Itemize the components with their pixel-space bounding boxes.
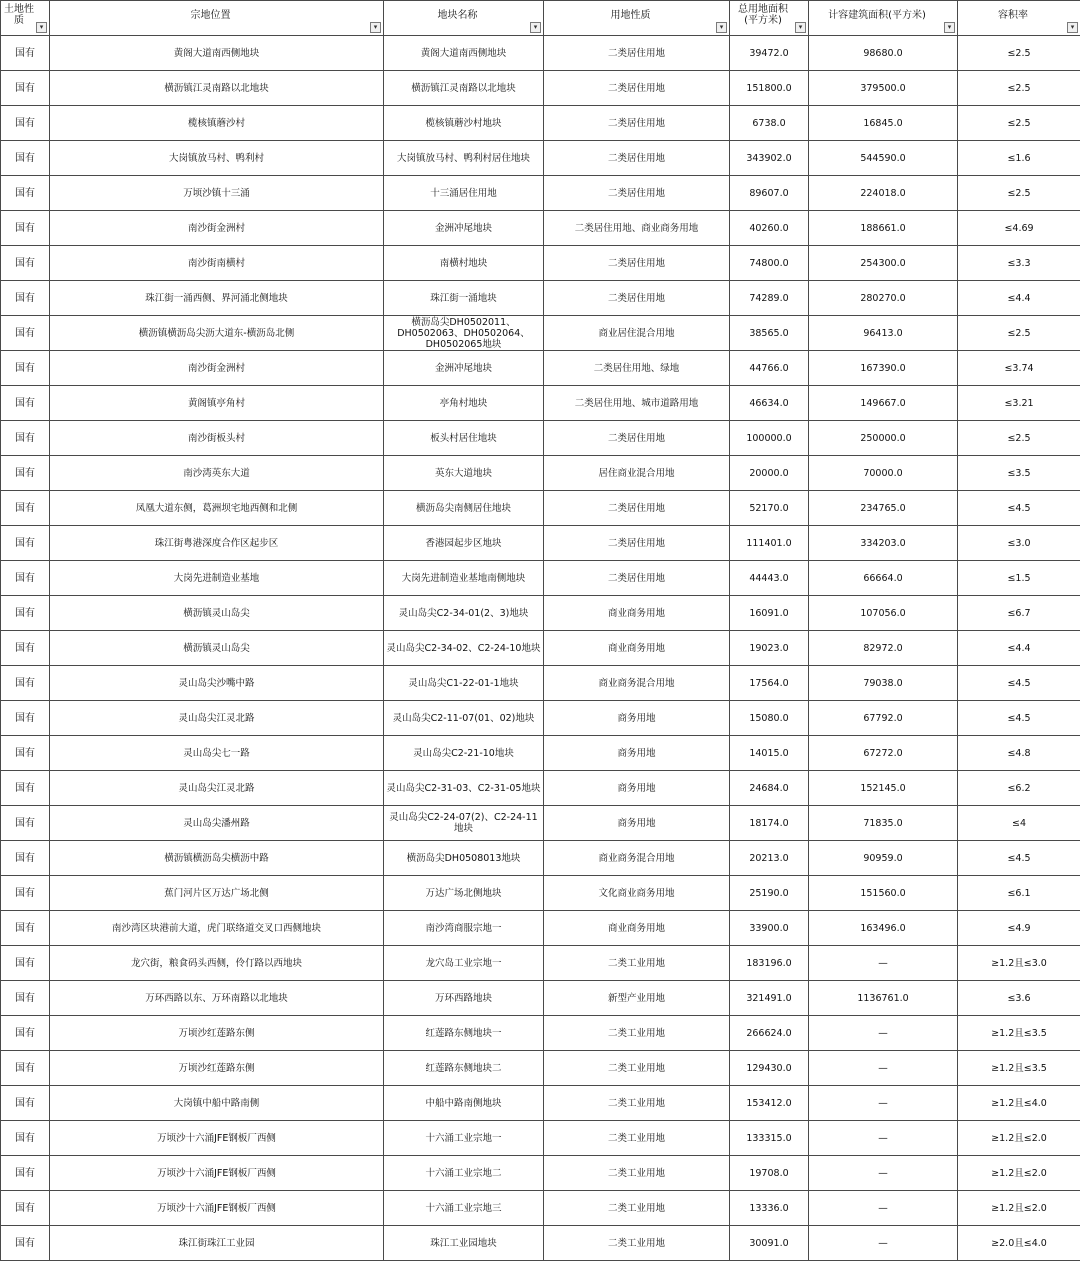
cell-plot-ratio[interactable]: ≥1.2且≤3.0 [958, 946, 1080, 981]
cell-plot-ratio[interactable]: ≤2.5 [958, 106, 1080, 141]
cell-land-use[interactable]: 二类工业用地 [544, 946, 730, 981]
cell-total-area[interactable]: 44766.0 [730, 351, 809, 386]
cell-land-type[interactable]: 国有 [1, 596, 50, 631]
cell-total-area[interactable]: 183196.0 [730, 946, 809, 981]
cell-plot-ratio[interactable]: ≤3.5 [958, 456, 1080, 491]
cell-parcel-name[interactable]: 横沥岛尖DH0508013地块 [384, 841, 544, 876]
cell-land-use[interactable]: 二类居住用地 [544, 561, 730, 596]
cell-plot-ratio[interactable]: ≤2.5 [958, 36, 1080, 71]
cell-location[interactable]: 南沙街南横村 [50, 246, 384, 281]
table-row[interactable] [1, 841, 1080, 876]
cell-plot-ratio[interactable]: ≤2.5 [958, 316, 1080, 351]
cell-land-type[interactable]: 国有 [1, 71, 50, 106]
cell-land-use[interactable]: 二类居住用地 [544, 141, 730, 176]
cell-total-area[interactable]: 38565.0 [730, 316, 809, 351]
cell-location[interactable]: 珠江街粤港深度合作区起步区 [50, 526, 384, 561]
cell-land-use[interactable]: 二类居住用地 [544, 421, 730, 456]
cell-total-area[interactable]: 18174.0 [730, 806, 809, 841]
table-row[interactable] [1, 351, 1080, 386]
table-row[interactable] [1, 71, 1080, 106]
cell-parcel-name[interactable]: 珠江工业园地块 [384, 1226, 544, 1261]
header-row [1, 1, 1080, 36]
cell-parcel-name[interactable]: 灵山岛尖C1-22-01-1地块 [384, 666, 544, 701]
cell-location[interactable]: 南沙湾英东大道 [50, 456, 384, 491]
table-row[interactable] [1, 456, 1080, 491]
table-row[interactable] [1, 1086, 1080, 1121]
cell-location[interactable]: 万顷沙红莲路东侧 [50, 1016, 384, 1051]
cell-total-area[interactable]: 13336.0 [730, 1191, 809, 1226]
cell-total-area[interactable]: 30091.0 [730, 1226, 809, 1261]
cell-land-type[interactable]: 国有 [1, 631, 50, 666]
cell-land-type[interactable]: 国有 [1, 771, 50, 806]
cell-floor-area[interactable]: 70000.0 [809, 456, 958, 491]
cell-plot-ratio[interactable]: ≤3.21 [958, 386, 1080, 421]
cell-location[interactable]: 珠江街一涌西侧、界河涌北侧地块 [50, 281, 384, 316]
cell-location[interactable]: 蕉门河片区万达广场北侧 [50, 876, 384, 911]
cell-floor-area[interactable]: — [809, 1016, 958, 1051]
cell-land-type[interactable]: 国有 [1, 491, 50, 526]
cell-plot-ratio[interactable]: ≤2.5 [958, 71, 1080, 106]
cell-total-area[interactable]: 6738.0 [730, 106, 809, 141]
cell-parcel-name[interactable]: 十三涌居住用地 [384, 176, 544, 211]
table-row[interactable] [1, 701, 1080, 736]
cell-land-use[interactable]: 二类居住用地 [544, 246, 730, 281]
cell-parcel-name[interactable]: 亭角村地块 [384, 386, 544, 421]
cell-plot-ratio[interactable]: ≤6.7 [958, 596, 1080, 631]
cell-total-area[interactable]: 111401.0 [730, 526, 809, 561]
table-row[interactable] [1, 1226, 1080, 1261]
cell-location[interactable]: 灵山岛尖潘州路 [50, 806, 384, 841]
table-row[interactable] [1, 106, 1080, 141]
cell-location[interactable]: 横沥镇江灵南路以北地块 [50, 71, 384, 106]
cell-floor-area[interactable]: 379500.0 [809, 71, 958, 106]
cell-land-use[interactable]: 二类居住用地、城市道路用地 [544, 386, 730, 421]
cell-land-use[interactable]: 二类居住用地 [544, 491, 730, 526]
cell-land-type[interactable]: 国有 [1, 911, 50, 946]
cell-total-area[interactable]: 153412.0 [730, 1086, 809, 1121]
cell-floor-area[interactable]: 544590.0 [809, 141, 958, 176]
cell-plot-ratio[interactable]: ≤2.5 [958, 421, 1080, 456]
cell-plot-ratio[interactable]: ≥1.2且≤2.0 [958, 1191, 1080, 1226]
cell-floor-area[interactable]: — [809, 1086, 958, 1121]
cell-land-use[interactable]: 二类工业用地 [544, 1156, 730, 1191]
cell-land-type[interactable]: 国有 [1, 351, 50, 386]
cell-plot-ratio[interactable]: ≤6.2 [958, 771, 1080, 806]
cell-floor-area[interactable]: 149667.0 [809, 386, 958, 421]
cell-floor-area[interactable]: 167390.0 [809, 351, 958, 386]
table-row[interactable] [1, 806, 1080, 841]
cell-floor-area[interactable]: 250000.0 [809, 421, 958, 456]
table-row[interactable] [1, 1051, 1080, 1086]
cell-land-type[interactable]: 国有 [1, 1226, 50, 1261]
cell-parcel-name[interactable]: 灵山岛尖C2-34-02、C2-24-10地块 [384, 631, 544, 666]
header-floor-area: 计容建筑面积(平方米) ▾ [809, 1, 958, 36]
cell-parcel-name[interactable]: 板头村居住地块 [384, 421, 544, 456]
cell-land-use[interactable]: 商业商务混合用地 [544, 666, 730, 701]
cell-parcel-name[interactable]: 金洲冲尾地块 [384, 211, 544, 246]
cell-location[interactable]: 万顷沙镇十三涌 [50, 176, 384, 211]
cell-total-area[interactable]: 46634.0 [730, 386, 809, 421]
cell-floor-area[interactable]: 152145.0 [809, 771, 958, 806]
cell-location[interactable]: 灵山岛尖沙嘴中路 [50, 666, 384, 701]
cell-total-area[interactable]: 19708.0 [730, 1156, 809, 1191]
cell-floor-area[interactable]: 188661.0 [809, 211, 958, 246]
cell-land-type[interactable]: 国有 [1, 806, 50, 841]
cell-land-type[interactable]: 国有 [1, 386, 50, 421]
cell-plot-ratio[interactable]: ≤1.6 [958, 141, 1080, 176]
cell-floor-area[interactable]: — [809, 1156, 958, 1191]
cell-plot-ratio[interactable]: ≤3.74 [958, 351, 1080, 386]
table-row[interactable] [1, 211, 1080, 246]
chevron-down-icon[interactable]: ▾ [716, 22, 727, 33]
cell-land-use[interactable]: 二类工业用地 [544, 1226, 730, 1261]
cell-land-use[interactable]: 二类居住用地 [544, 526, 730, 561]
cell-location[interactable]: 横沥镇横沥岛尖沥大道东-横沥岛北侧 [50, 316, 384, 351]
table-row[interactable] [1, 491, 1080, 526]
table-row[interactable] [1, 736, 1080, 771]
cell-parcel-name[interactable]: 万环西路地块 [384, 981, 544, 1016]
cell-land-type[interactable]: 国有 [1, 841, 50, 876]
table-row[interactable] [1, 1191, 1080, 1226]
cell-floor-area[interactable]: — [809, 1051, 958, 1086]
cell-location[interactable]: 黄阁镇亭角村 [50, 386, 384, 421]
cell-parcel-name[interactable]: 横沥岛尖DH0502011、DH0502063、DH0502064、DH0502065地块 [384, 316, 544, 351]
cell-land-use[interactable]: 二类工业用地 [544, 1016, 730, 1051]
table-row[interactable] [1, 911, 1080, 946]
cell-parcel-name[interactable]: 十六涌工业宗地三 [384, 1191, 544, 1226]
table-row[interactable] [1, 1016, 1080, 1051]
cell-floor-area[interactable]: 234765.0 [809, 491, 958, 526]
cell-floor-area[interactable]: — [809, 1226, 958, 1261]
cell-total-area[interactable]: 100000.0 [730, 421, 809, 456]
cell-total-area[interactable]: 20213.0 [730, 841, 809, 876]
cell-land-use[interactable]: 二类居住用地 [544, 36, 730, 71]
cell-land-type[interactable]: 国有 [1, 36, 50, 71]
cell-parcel-name[interactable]: 中船中路南侧地块 [384, 1086, 544, 1121]
cell-location[interactable]: 灵山岛尖江灵北路 [50, 701, 384, 736]
table-row[interactable] [1, 666, 1080, 701]
cell-land-type[interactable]: 国有 [1, 946, 50, 981]
cell-land-type[interactable]: 国有 [1, 736, 50, 771]
cell-floor-area[interactable]: 334203.0 [809, 526, 958, 561]
cell-total-area[interactable]: 129430.0 [730, 1051, 809, 1086]
header-total-area: 总用地面积(平方米) ▾ [730, 1, 809, 36]
cell-land-use[interactable]: 二类居住用地 [544, 176, 730, 211]
cell-total-area[interactable]: 133315.0 [730, 1121, 809, 1156]
cell-parcel-name[interactable]: 灵山岛尖C2-11-07(01、02)地块 [384, 701, 544, 736]
cell-total-area[interactable]: 266624.0 [730, 1016, 809, 1051]
chevron-down-icon[interactable]: ▾ [944, 22, 955, 33]
cell-land-type[interactable]: 国有 [1, 1191, 50, 1226]
cell-floor-area[interactable]: 107056.0 [809, 596, 958, 631]
table-row[interactable] [1, 176, 1080, 211]
cell-total-area[interactable]: 24684.0 [730, 771, 809, 806]
cell-plot-ratio[interactable]: ≤3.3 [958, 246, 1080, 281]
table-row[interactable] [1, 316, 1080, 351]
cell-land-type[interactable]: 国有 [1, 701, 50, 736]
cell-plot-ratio[interactable]: ≤4.4 [958, 631, 1080, 666]
cell-floor-area[interactable]: 151560.0 [809, 876, 958, 911]
table-row[interactable] [1, 421, 1080, 456]
cell-land-type[interactable]: 国有 [1, 666, 50, 701]
cell-land-type[interactable]: 国有 [1, 876, 50, 911]
cell-location[interactable]: 横沥镇灵山岛尖 [50, 631, 384, 666]
cell-location[interactable]: 黄阁大道南西侧地块 [50, 36, 384, 71]
cell-floor-area[interactable]: 82972.0 [809, 631, 958, 666]
chevron-down-icon[interactable]: ▾ [795, 22, 806, 33]
cell-location[interactable]: 榄核镇蘑沙村 [50, 106, 384, 141]
cell-land-type[interactable]: 国有 [1, 1156, 50, 1191]
table-row[interactable] [1, 1121, 1080, 1156]
cell-total-area[interactable]: 14015.0 [730, 736, 809, 771]
table-row[interactable] [1, 386, 1080, 421]
cell-land-type[interactable]: 国有 [1, 211, 50, 246]
cell-floor-area[interactable]: 67272.0 [809, 736, 958, 771]
cell-land-use[interactable]: 商业商务用地 [544, 596, 730, 631]
cell-plot-ratio[interactable]: ≤4 [958, 806, 1080, 841]
cell-plot-ratio[interactable]: ≥1.2且≤4.0 [958, 1086, 1080, 1121]
cell-total-area[interactable]: 74289.0 [730, 281, 809, 316]
chevron-down-icon[interactable]: ▾ [36, 22, 47, 33]
table-row[interactable] [1, 946, 1080, 981]
cell-parcel-name[interactable]: 灵山岛尖C2-21-10地块 [384, 736, 544, 771]
cell-total-area[interactable]: 16091.0 [730, 596, 809, 631]
cell-total-area[interactable]: 19023.0 [730, 631, 809, 666]
cell-parcel-name[interactable]: 横沥岛尖南侧居住地块 [384, 491, 544, 526]
cell-parcel-name[interactable]: 万达广场北侧地块 [384, 876, 544, 911]
cell-land-type[interactable]: 国有 [1, 246, 50, 281]
cell-floor-area[interactable]: 280270.0 [809, 281, 958, 316]
cell-land-type[interactable]: 国有 [1, 176, 50, 211]
cell-location[interactable]: 万顷沙十六涌JFE钢板厂西侧 [50, 1191, 384, 1226]
cell-plot-ratio[interactable]: ≤3.0 [958, 526, 1080, 561]
header-plot-ratio: 容积率 ▾ [958, 1, 1080, 36]
cell-plot-ratio[interactable]: ≤4.5 [958, 701, 1080, 736]
cell-floor-area[interactable]: 66664.0 [809, 561, 958, 596]
cell-total-area[interactable]: 151800.0 [730, 71, 809, 106]
cell-land-use[interactable]: 商务用地 [544, 701, 730, 736]
cell-land-type[interactable]: 国有 [1, 1016, 50, 1051]
cell-land-type[interactable]: 国有 [1, 981, 50, 1016]
cell-parcel-name[interactable]: 灵山岛尖C2-31-03、C2-31-05地块 [384, 771, 544, 806]
cell-location[interactable]: 横沥镇横沥岛尖横沥中路 [50, 841, 384, 876]
cell-location[interactable]: 横沥镇灵山岛尖 [50, 596, 384, 631]
header-location: 宗地位置 ▾ [50, 1, 384, 36]
cell-location[interactable]: 大岗镇中船中路南侧 [50, 1086, 384, 1121]
cell-land-type[interactable]: 国有 [1, 526, 50, 561]
cell-plot-ratio[interactable]: ≤4.8 [958, 736, 1080, 771]
cell-land-use[interactable]: 商务用地 [544, 806, 730, 841]
cell-floor-area[interactable]: 71835.0 [809, 806, 958, 841]
cell-land-use[interactable]: 商业商务用地 [544, 911, 730, 946]
cell-plot-ratio[interactable]: ≤4.5 [958, 666, 1080, 701]
cell-land-use[interactable]: 二类居住用地、商业商务用地 [544, 211, 730, 246]
cell-plot-ratio[interactable]: ≤6.1 [958, 876, 1080, 911]
cell-land-use[interactable]: 新型产业用地 [544, 981, 730, 1016]
cell-plot-ratio[interactable]: ≤3.6 [958, 981, 1080, 1016]
cell-location[interactable]: 凤凰大道东侧，葛洲坝宅地西侧和北侧 [50, 491, 384, 526]
cell-total-area[interactable]: 33900.0 [730, 911, 809, 946]
table-row[interactable] [1, 36, 1080, 71]
cell-parcel-name[interactable]: 十六涌工业宗地一 [384, 1121, 544, 1156]
cell-floor-area[interactable]: 224018.0 [809, 176, 958, 211]
cell-land-type[interactable]: 国有 [1, 456, 50, 491]
cell-parcel-name[interactable]: 南沙湾商服宗地一 [384, 911, 544, 946]
cell-floor-area[interactable]: 1136761.0 [809, 981, 958, 1016]
table-row[interactable] [1, 526, 1080, 561]
cell-land-use[interactable]: 商务用地 [544, 736, 730, 771]
table-row[interactable] [1, 1156, 1080, 1191]
cell-plot-ratio[interactable]: ≥1.2且≤3.5 [958, 1051, 1080, 1086]
cell-floor-area[interactable]: 96413.0 [809, 316, 958, 351]
cell-land-type[interactable]: 国有 [1, 106, 50, 141]
cell-floor-area[interactable]: 90959.0 [809, 841, 958, 876]
cell-land-use[interactable]: 二类工业用地 [544, 1051, 730, 1086]
cell-parcel-name[interactable]: 龙穴岛工业宗地一 [384, 946, 544, 981]
cell-land-use[interactable]: 二类居住用地 [544, 106, 730, 141]
cell-location[interactable]: 南沙街金洲村 [50, 351, 384, 386]
cell-land-use[interactable]: 二类居住用地、绿地 [544, 351, 730, 386]
cell-floor-area[interactable]: 67792.0 [809, 701, 958, 736]
chevron-down-icon[interactable]: ▾ [1067, 22, 1078, 33]
cell-total-area[interactable]: 52170.0 [730, 491, 809, 526]
cell-land-type[interactable]: 国有 [1, 561, 50, 596]
cell-total-area[interactable]: 89607.0 [730, 176, 809, 211]
cell-land-use[interactable]: 二类居住用地 [544, 71, 730, 106]
header-land-use: 用地性质 ▾ [544, 1, 730, 36]
cell-total-area[interactable]: 20000.0 [730, 456, 809, 491]
cell-floor-area[interactable]: — [809, 1121, 958, 1156]
cell-parcel-name[interactable]: 珠江街一涌地块 [384, 281, 544, 316]
cell-parcel-name[interactable]: 红莲路东侧地块二 [384, 1051, 544, 1086]
cell-parcel-name[interactable]: 灵山岛尖C2-24-07(2)、C2-24-11地块 [384, 806, 544, 841]
cell-location[interactable]: 灵山岛尖江灵北路 [50, 771, 384, 806]
cell-parcel-name[interactable]: 榄核镇蘑沙村地块 [384, 106, 544, 141]
table-row[interactable] [1, 246, 1080, 281]
cell-location[interactable]: 珠江街珠江工业园 [50, 1226, 384, 1261]
cell-plot-ratio[interactable]: ≤4.4 [958, 281, 1080, 316]
cell-land-type[interactable]: 国有 [1, 421, 50, 456]
cell-location[interactable]: 万顷沙十六涌JFE钢板厂西侧 [50, 1156, 384, 1191]
cell-land-use[interactable]: 二类工业用地 [544, 1086, 730, 1121]
cell-land-use[interactable]: 商业商务混合用地 [544, 841, 730, 876]
cell-floor-area[interactable]: 79038.0 [809, 666, 958, 701]
cell-parcel-name[interactable]: 南横村地块 [384, 246, 544, 281]
cell-floor-area[interactable]: 16845.0 [809, 106, 958, 141]
cell-location[interactable]: 南沙湾区块港前大道，虎门联络道交叉口西侧地块 [50, 911, 384, 946]
cell-total-area[interactable]: 44443.0 [730, 561, 809, 596]
cell-parcel-name[interactable]: 大岗先进制造业基地南侧地块 [384, 561, 544, 596]
cell-location[interactable]: 龙穴街，粮食码头西侧，伶仃路以西地块 [50, 946, 384, 981]
cell-parcel-name[interactable]: 大岗镇放马村、鸭利村居住地块 [384, 141, 544, 176]
header-land-type: 土地性质 ▾ [1, 1, 50, 36]
cell-land-use[interactable]: 商业居住混合用地 [544, 316, 730, 351]
cell-location[interactable]: 南沙街板头村 [50, 421, 384, 456]
cell-parcel-name[interactable]: 十六涌工业宗地二 [384, 1156, 544, 1191]
cell-plot-ratio[interactable]: ≥1.2且≤2.0 [958, 1156, 1080, 1191]
cell-land-use[interactable]: 二类工业用地 [544, 1191, 730, 1226]
cell-land-type[interactable]: 国有 [1, 141, 50, 176]
table-row[interactable] [1, 876, 1080, 911]
cell-parcel-name[interactable]: 横沥镇江灵南路以北地块 [384, 71, 544, 106]
cell-location[interactable]: 南沙街金洲村 [50, 211, 384, 246]
cell-location[interactable]: 万顷沙红莲路东侧 [50, 1051, 384, 1086]
cell-parcel-name[interactable]: 金洲冲尾地块 [384, 351, 544, 386]
table-row[interactable] [1, 596, 1080, 631]
cell-plot-ratio[interactable]: ≥1.2且≤3.5 [958, 1016, 1080, 1051]
cell-land-use[interactable]: 二类工业用地 [544, 1121, 730, 1156]
cell-total-area[interactable]: 25190.0 [730, 876, 809, 911]
cell-parcel-name[interactable]: 香港园起步区地块 [384, 526, 544, 561]
cell-land-use[interactable]: 文化商业商务用地 [544, 876, 730, 911]
chevron-down-icon[interactable]: ▾ [530, 22, 541, 33]
cell-total-area[interactable]: 39472.0 [730, 36, 809, 71]
cell-land-use[interactable]: 二类居住用地 [544, 281, 730, 316]
cell-total-area[interactable]: 40260.0 [730, 211, 809, 246]
table-row[interactable] [1, 141, 1080, 176]
cell-parcel-name[interactable]: 黄阁大道南西侧地块 [384, 36, 544, 71]
chevron-down-icon[interactable]: ▾ [370, 22, 381, 33]
cell-land-type[interactable]: 国有 [1, 316, 50, 351]
cell-plot-ratio[interactable]: ≥1.2且≤2.0 [958, 1121, 1080, 1156]
cell-location[interactable]: 大岗先进制造业基地 [50, 561, 384, 596]
cell-location[interactable]: 灵山岛尖七一路 [50, 736, 384, 771]
cell-plot-ratio[interactable]: ≤4.9 [958, 911, 1080, 946]
table-row[interactable] [1, 561, 1080, 596]
cell-location[interactable]: 万顷沙十六涌JFE钢板厂西侧 [50, 1121, 384, 1156]
cell-floor-area[interactable]: — [809, 1191, 958, 1226]
cell-parcel-name[interactable]: 英东大道地块 [384, 456, 544, 491]
cell-location[interactable]: 万环西路以东、万环南路以北地块 [50, 981, 384, 1016]
cell-land-use[interactable]: 商业商务用地 [544, 631, 730, 666]
cell-total-area[interactable]: 321491.0 [730, 981, 809, 1016]
cell-plot-ratio[interactable]: ≤4.69 [958, 211, 1080, 246]
cell-land-type[interactable]: 国有 [1, 1086, 50, 1121]
cell-plot-ratio[interactable]: ≤1.5 [958, 561, 1080, 596]
cell-total-area[interactable]: 74800.0 [730, 246, 809, 281]
cell-land-type[interactable]: 国有 [1, 1051, 50, 1086]
cell-land-type[interactable]: 国有 [1, 281, 50, 316]
cell-floor-area[interactable]: — [809, 946, 958, 981]
cell-total-area[interactable]: 343902.0 [730, 141, 809, 176]
cell-land-use[interactable]: 居住商业混合用地 [544, 456, 730, 491]
table-row[interactable] [1, 981, 1080, 1016]
cell-location[interactable]: 大岗镇放马村、鸭利村 [50, 141, 384, 176]
table-row[interactable] [1, 281, 1080, 316]
cell-floor-area[interactable]: 163496.0 [809, 911, 958, 946]
cell-land-use[interactable]: 商务用地 [544, 771, 730, 806]
cell-total-area[interactable]: 15080.0 [730, 701, 809, 736]
cell-parcel-name[interactable]: 灵山岛尖C2-34-01(2、3)地块 [384, 596, 544, 631]
cell-plot-ratio[interactable]: ≤2.5 [958, 176, 1080, 211]
cell-plot-ratio[interactable]: ≤4.5 [958, 491, 1080, 526]
table-row[interactable] [1, 631, 1080, 666]
cell-total-area[interactable]: 17564.0 [730, 666, 809, 701]
cell-parcel-name[interactable]: 红莲路东侧地块一 [384, 1016, 544, 1051]
cell-floor-area[interactable]: 254300.0 [809, 246, 958, 281]
header-parcel-name: 地块名称 ▾ [384, 1, 544, 36]
cell-land-type[interactable]: 国有 [1, 1121, 50, 1156]
cell-plot-ratio[interactable]: ≥2.0且≤4.0 [958, 1226, 1080, 1261]
cell-floor-area[interactable]: 98680.0 [809, 36, 958, 71]
cell-plot-ratio[interactable]: ≤4.5 [958, 841, 1080, 876]
table-row[interactable] [1, 771, 1080, 806]
